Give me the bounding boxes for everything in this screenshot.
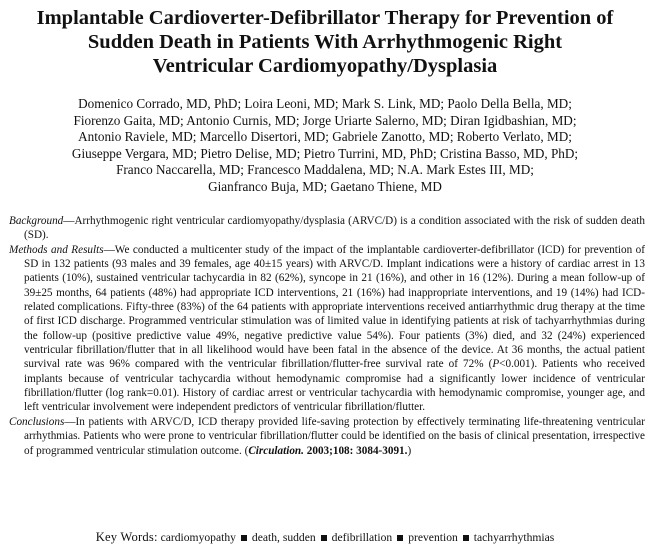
keyword: defibrillation [331, 531, 393, 544]
author-line: Fiorenzo Gaita, MD; Antonio Curnis, MD; Jorge Uriarte Salerno, MD; Diran Igidbashian, MD; [73, 112, 577, 128]
keywords [0, 530, 650, 545]
author-line: Domenico Corrado, MD, PhD; Loira Leoni, MD; Mark S. Link, MD; Paolo Della Bella, MD; [78, 96, 572, 111]
title-line: Sudden Death in Patients With Arrhythmogenic Right [87, 31, 563, 53]
conclusions-text: —In patients with ARVC/D, ICD therapy provided life-saving protection by effectively terminating life-threatening ventricular arrhythmias. Patients who were prone to ventricular fibrillation/flutter could be identified on the basis of clinical presentation, irrespective of programmed ventricular stimulation outcome. ( [24, 415, 645, 457]
citation-details: 2003;108: 3084-3091. [303, 444, 408, 457]
keyword: cardiomyopathy [160, 531, 236, 544]
bullet-square-icon [321, 535, 327, 541]
bullet-square-icon [463, 535, 469, 541]
keyword: death, sudden [251, 531, 316, 544]
citation-journal: Circulation. [248, 444, 304, 457]
author-line: Giuseppe Vergara, MD; Pietro Delise, MD; Pietro Turrini, MD, PhD; Cristina Basso, MD, PhD; [71, 145, 579, 161]
abstract-background [9, 214, 645, 243]
author-line: Antonio Raviele, MD; Marcello Disertori, MD; Gabriele Zanotto, MD; Roberto Verlato, MD; [78, 129, 572, 145]
background-heading: Background [9, 215, 64, 227]
title-line: Ventricular Cardiomyopathy/Dysplasia [152, 55, 498, 77]
background-text: —Arrhythmogenic right ventricular cardiomyopathy/dysplasia (ARVC/D) is a condition associated with the risk of sudden death (SD). [24, 215, 645, 242]
methods-heading: Methods and Results [9, 243, 104, 256]
author-line: Franco Naccarella, MD; Francesco Maddalena, MD; N.A. Mark Estes III, MD; [116, 162, 534, 178]
bullet-square-icon [241, 535, 247, 541]
bullet-square-icon [397, 535, 403, 541]
abstract [9, 214, 645, 458]
article-title [0, 6, 650, 78]
title-line: Implantable Cardioverter-Defibrillator Therapy for Prevention of [36, 7, 614, 29]
methods-text-continued: <0.001). Patients who received implants because of ventricular tachycardia without hemodynamic compromise had a significantly lower incidence of ventricular fibrillation/flutter (log rank=0.01). History of cardiac arrest or ventricular tachycardia with hemodynamic compromise, younger age, and left ventricular involvement were independent predictors of ventricular fibrillation/flutter. [24, 358, 645, 414]
citation-close: ) [407, 444, 412, 457]
conclusions-heading: Conclusions [9, 415, 65, 428]
keyword: prevention [408, 531, 458, 544]
author-line: Gianfranco Buja, MD; Gaetano Thiene, MD [208, 178, 442, 194]
keywords-label: Key Words: [95, 530, 158, 544]
methods-text: —We conducted a multicenter study of the impact of the implantable cardioverter-defibrillator (ICD) for prevention of SD in 132 patients (93 males and 39 females, age 40±15 years) with ARVC/D. Implant indications were a history of cardiac arrest in 13 patients (10%), sustained ventricular tachycardia in 82 (62%), syncope in 21 (16%), and other in 16 (12%). During a mean follow-up of 39±25 months, 64 patients (48%) had appropriate ICD interventions, 21 (16%) had inappropriate interventions, and 19 (14%) had ICD-related complications. Fifty-three (83%) of the 64 patients with appropriate interventions received antiarrhythmic drug therapy at the time of first ICD discharge. Programmed ventricular stimulation was of limited value in identifying patients at risk of tachyarrhythmias during the follow-up (positive predictive value 49%, negative predictive value 54%). Four patients (3%) died, and 32 (24%) experienced ventricular fibrillation/flutter that in all likelihood would have been fatal in the absence of the device. At 36 months, the actual patient survival rate was 96% compared with the ventricular fibrillation/flutter-free survival rate of 72% ( [24, 243, 645, 371]
abstract-conclusions [9, 415, 645, 458]
keyword: tachyarrhythmias [473, 531, 555, 544]
abstract-methods-results [9, 243, 645, 415]
p-value-symbol: P [492, 358, 500, 371]
author-list [0, 96, 650, 196]
